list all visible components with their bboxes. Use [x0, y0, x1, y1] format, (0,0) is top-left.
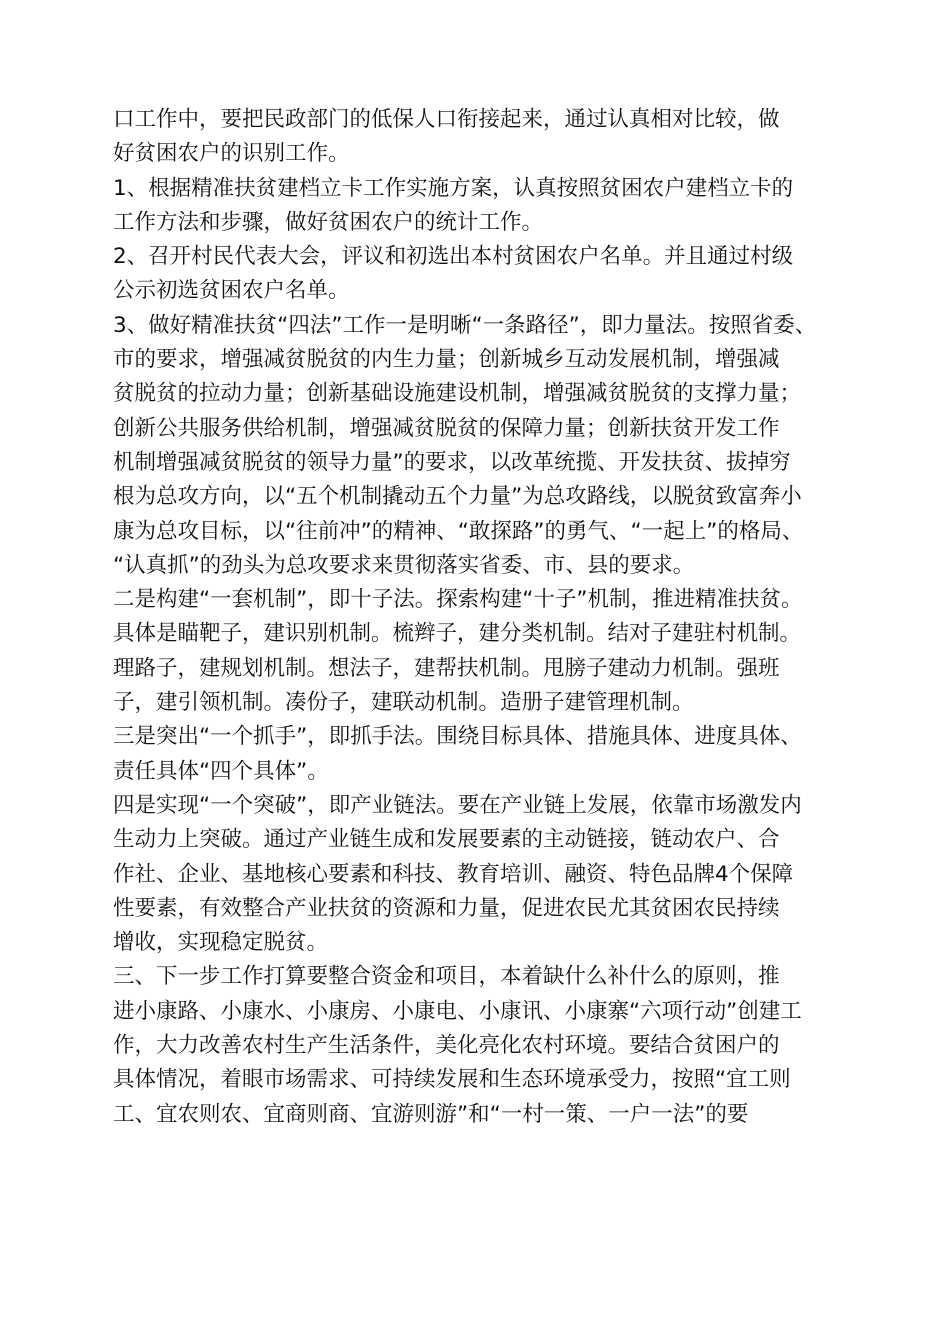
text-line: 3、做好精准扶贫“四法”工作一是明晰“一条路径”，即力量法。按照省委、 — [113, 312, 817, 338]
text-line: 性要素，有效整合产业扶贫的资源和力量，促进农民尤其贫困农民持续 — [113, 895, 780, 921]
text-line: 责任具体“四个具体”。 — [113, 758, 329, 784]
text-line: 作，大力改善农村生产生活条件，美化亮化农村环境。要结合贫困户的 — [113, 1033, 780, 1059]
text-line: 作社、企业、基地核心要素和科技、教育培训、融资、特色品牌4个保障 — [113, 861, 794, 887]
text-line: 二是构建“一套机制”，即十子法。探索构建“十子”机制，推进精准扶贫。 — [113, 587, 803, 613]
text-line: 根为总攻方向，以“五个机制撬动五个力量”为总攻路线，以脱贫致富奔小 — [113, 484, 802, 510]
text-line: 2、召开村民代表大会，评议和初选出本村贫困农户名单。并且通过村级 — [113, 244, 794, 270]
text-line: 子，建引领机制。凑份子，建联动机制。造册子建管理机制。 — [113, 690, 694, 716]
text-line: 市的要求，增强减贫脱贫的内生力量；创新城乡互动发展机制，增强减 — [113, 347, 780, 373]
text-line: 工、宜农则农、宜商则商、宜游则游”和“一村一策、一户一法”的要 — [113, 1101, 749, 1127]
text-line: “认真抓”的劲头为总攻要求来贯彻落实省委、市、县的要求。 — [113, 552, 695, 578]
text-line: 进小康路、小康水、小康房、小康电、小康讯、小康寨“六项行动”创建工 — [113, 998, 802, 1024]
text-line: 口工作中，要把民政部门的低保人口衔接起来，通过认真相对比较，做 — [113, 107, 780, 132]
text-line: 机制增强减贫脱贫的领导力量”的要求，以改革统揽、开发扶贫、拔掉穷 — [113, 449, 791, 475]
text-line: 1、根据精准扶贫建档立卡工作实施方案，认真按照贫困农户建档立卡的 — [113, 175, 794, 201]
text-line: 工作方法和步骤，做好贫困农户的统计工作。 — [113, 209, 544, 235]
text-line: 好贫困农户的识别工作。 — [113, 141, 350, 167]
text-line: 创新公共服务供给机制，增强减贫脱贫的保障力量；创新扶贫开发工作 — [113, 415, 780, 441]
text-line: 理路子，建规划机制。想法子，建帮扶机制。甩膀子建动力机制。强班 — [113, 655, 780, 681]
text-line: 生动力上突破。通过产业链生成和发展要素的主动链接，链动农户、合 — [113, 827, 780, 853]
body-text — [113, 103, 873, 1132]
text-line: 康为总攻目标，以“往前冲”的精神、“敢探路”的勇气、“一起上”的格局、 — [113, 518, 804, 544]
text-line: 四是实现“一个突破”，即产业链法。要在产业链上发展，依靠市场激发内 — [113, 792, 802, 818]
text-line: 三是突出“一个抓手”，即抓手法。围绕目标具体、措施具体、进度具体、 — [113, 724, 802, 750]
text-line: 具体情况，着眼市场需求、可持续发展和生态环境承受力，按照“宜工则 — [113, 1067, 791, 1093]
text-line: 贫脱贫的拉动力量；创新基础设施建设机制，增强减贫脱贫的支撑力量； — [113, 381, 802, 407]
text-line: 具体是瞄靶子，建识别机制。梳辫子，建分类机制。结对子建驻村机制。 — [113, 621, 802, 647]
text-line: 三、下一步工作打算要整合资金和项目，本着缺什么补什么的原则，推 — [113, 964, 780, 990]
text-line: 公示初选贫困农户名单。 — [113, 278, 350, 304]
text-line: 增收，实现稳定脱贫。 — [113, 930, 329, 956]
